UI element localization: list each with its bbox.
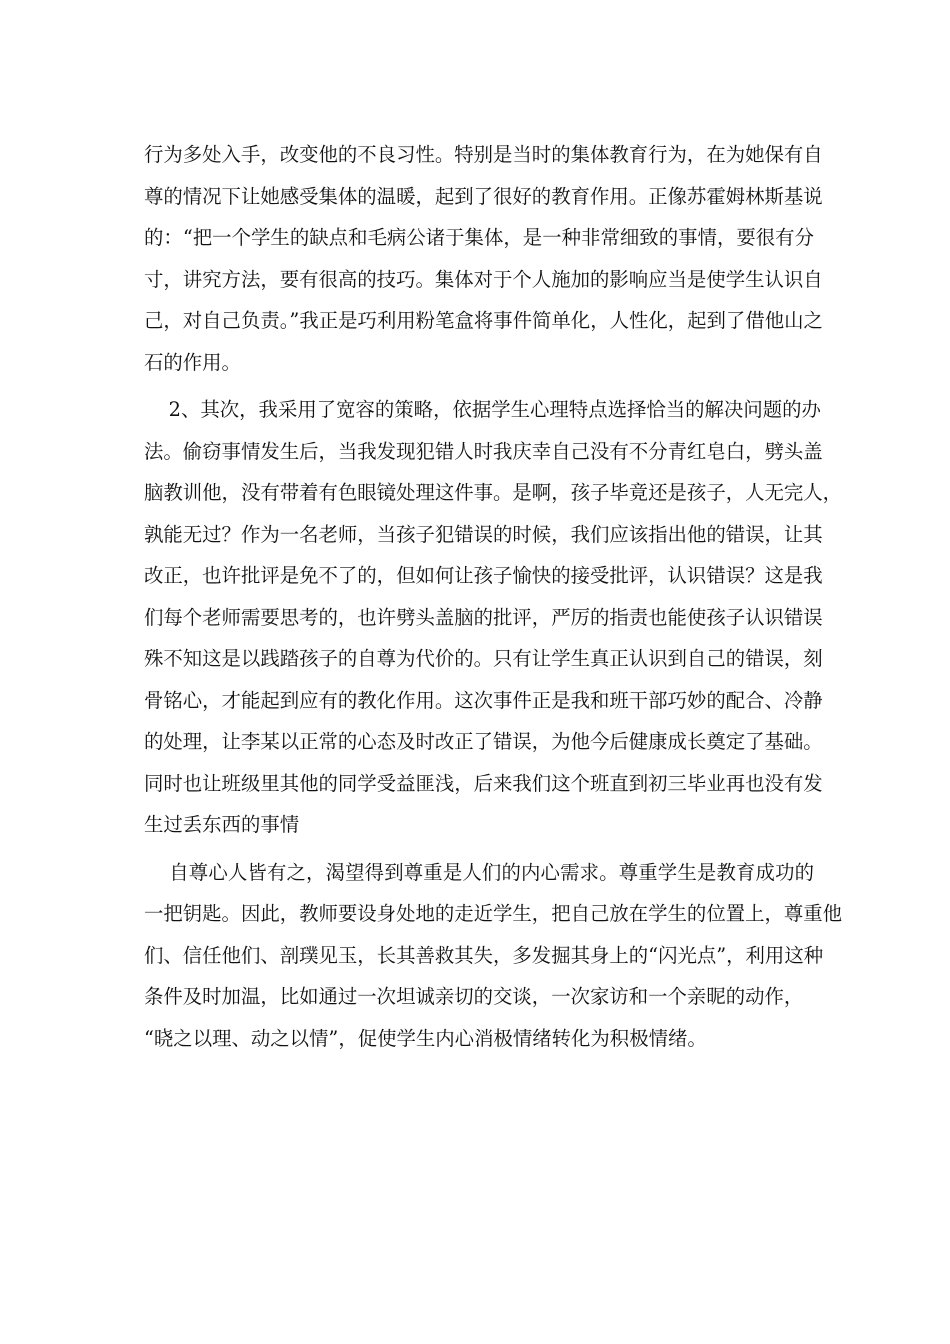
document-body: [144, 134, 843, 1059]
paragraph: [144, 134, 823, 383]
text-line: 法。偷窃事情发生后，当我发现犯错人时我庆幸自己没有不分青红皂白，劈头盖: [144, 439, 823, 463]
text-line: 们、信任他们、剖璞见玉，长其善救其失，多发掘其身上的“闪光点”，利用这种: [144, 943, 824, 967]
text-line: 同时也让班级里其他的同学受益匪浅，后来我们这个班直到初三毕业再也没有发: [144, 771, 823, 795]
paragraph: [144, 389, 843, 846]
text-line: 条件及时加温，比如通过一次坦诚亲切的交谈，一次家访和一个亲昵的动作，: [144, 985, 804, 1008]
paragraph: [144, 852, 843, 1060]
text-line: 一把钥匙。因此，教师要设身处地的走近学生，把自己放在学生的位置上，尊重他: [144, 902, 843, 925]
text-line: 骨铭心，才能起到应有的教化作用。这次事件正是我和班干部巧妙的配合、冷静: [144, 688, 823, 712]
text-line: 的处理，让李某以正常的心态及时改正了错误，为他今后健康成长奠定了基础。: [144, 730, 823, 753]
text-line: 们每个老师需要思考的，也许劈头盖脑的批评，严厉的指责也能使孩子认识错误: [144, 605, 823, 629]
text-line: 脑教训他，没有带着有色眼镜处理这件事。是啊，孩子毕竟还是孩子，人无完人，: [144, 481, 843, 504]
text-line: 的：“把一个学生的缺点和毛病公诸于集体，是一种非常细致的事情，要很有分: [144, 226, 814, 249]
text-line: “晓之以理、动之以情”，促使学生内心消极情绪转化为积极情绪。: [144, 1026, 707, 1050]
text-line: 石的作用。: [144, 350, 241, 374]
text-line: 生过丢东西的事情: [144, 813, 300, 836]
text-line: 行为多处入手，改变他的不良习性。特别是当时的集体教育行为，在为她保有自: [144, 143, 823, 166]
text-line: 2、其次，我采用了宽容的策略，依据学生心理特点选择恰当的解决问题的办: [144, 398, 821, 421]
text-line: 孰能无过？作为一名老师，当孩子犯错误的时候，我们应该指出他的错误，让其: [144, 522, 823, 546]
text-line: 自尊心人皆有之，渴望得到尊重是人们的内心需求。尊重学生是教育成功的: [144, 860, 814, 884]
text-line: 尊的情况下让她感受集体的温暖，起到了很好的教育作用。正像苏霍姆林斯基说: [144, 184, 823, 208]
text-line: 殊不知这是以践踏孩子的自尊为代价的。只有让学生真正认识到自己的错误，刻: [144, 647, 823, 670]
text-line: 寸，讲究方法，要有很高的技巧。集体对于个人施加的影响应当是使学生认识自: [144, 267, 823, 291]
text-line: 改正，也许批评是免不了的，但如何让孩子愉快的接受批评，认识错误？这是我: [144, 564, 823, 587]
text-line: 己，对自己负责。”我正是巧利用粉笔盒将事件简单化，人性化，起到了借他山之: [144, 309, 823, 332]
